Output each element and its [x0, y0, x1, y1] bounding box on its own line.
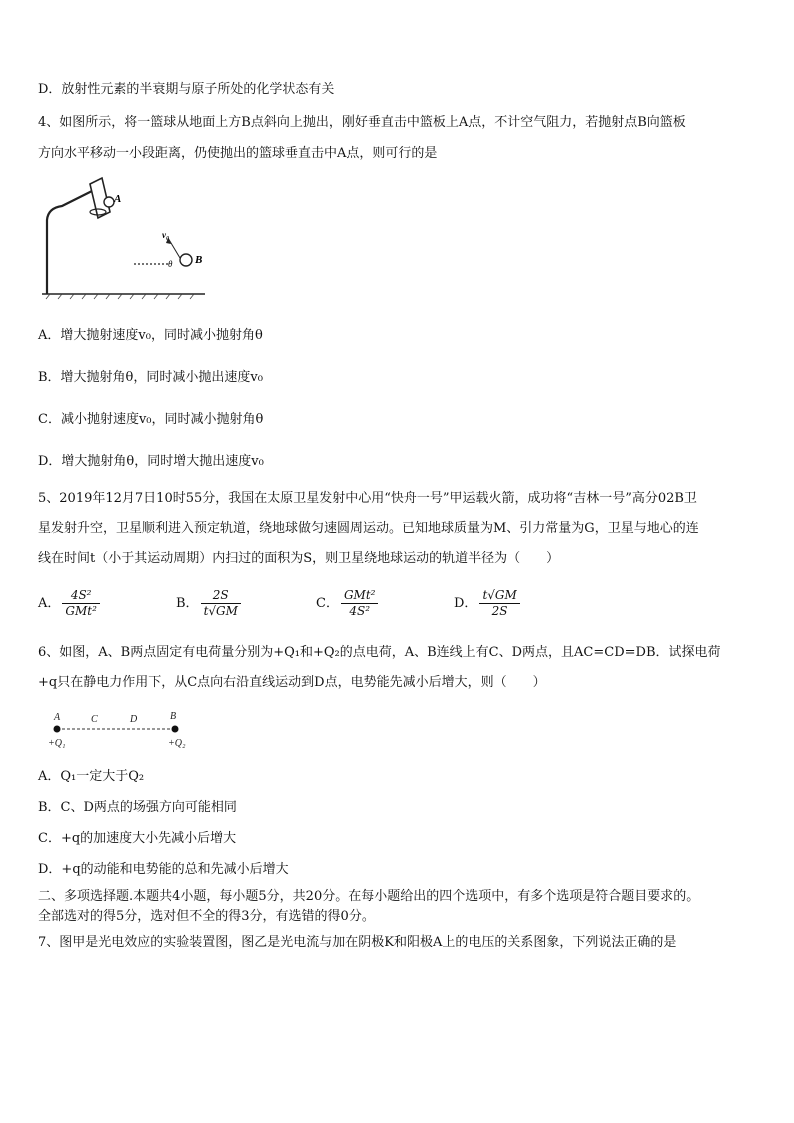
section2-heading-line2: 全部选对的得5分，选对但不全的得3分，有选错的得0分。: [38, 909, 375, 924]
q4-stem-line1: 4、如图所示，将一篮球从地面上方B点斜向上抛出，刚好垂直击中篮板上A点，不计空气阻力，若抛射点B向篮板: [38, 115, 686, 130]
q7-stem-line1: 7、图甲是光电效应的实验装置图，图乙是光电流与加在阴极K和阳极A上的电压的关系图象，下列说法正确的是: [38, 935, 677, 950]
label-c: C: [91, 714, 98, 725]
label-v0: v₀: [162, 230, 170, 240]
label-q1: +Q₁: [48, 738, 66, 749]
q6-option-b: B．C、D两点的场强方向可能相同: [38, 800, 237, 815]
q5-option-c: C． $\frac{\text{GMt²}}{\text{4S²}}$: [316, 588, 380, 619]
section2-heading-line1: 二、多项选择题.本题共4小题，每小题5分，共20分。在每小题给出的四个选项中，有多个选项是符合题目要求的。: [38, 889, 700, 904]
charge-b: [172, 726, 179, 733]
label-a: A: [114, 193, 122, 205]
hoop-pole: [47, 188, 98, 294]
label-d: D: [130, 714, 138, 725]
q4-option-d: D．增大抛射角θ，同时增大抛出速度v₀: [38, 454, 264, 469]
q6-option-d: D．+q的动能和电势能的总和先减小后增大: [38, 862, 289, 877]
label-a: A: [54, 712, 61, 723]
q5-option-d: D． $\frac{t√GM}{2S}$: [454, 588, 522, 619]
q6-option-a: A．Q₁一定大于Q₂: [38, 769, 145, 784]
q6-stem-line1: 6、如图，A、B两点固定有电荷量分别为+Q₁和+Q₂的点电荷，A、B连线上有C、D两点，且AC=CD=DB．试探电荷: [38, 645, 721, 660]
q4-stem-line2: 方向水平移动一小段距离，仍使抛出的篮球垂直击中A点，则可行的是: [38, 146, 438, 161]
q6-stem-line2: +q只在静电力作用下，从C点向右沿直线运动到D点，电势能先减小后增大，则（ ）: [38, 675, 546, 690]
q6-charge-figure: [46, 708, 196, 752]
q4-option-b: B．增大抛射角θ，同时减小抛出速度v₀: [38, 370, 263, 385]
charge-a: [54, 726, 61, 733]
q5-stem-line1: 5、2019年12月7日10时55分，我国在太原卫星发射中心用“快舟一号”甲运载火箭，成功将“吉林一号”高分02B卫: [38, 491, 697, 506]
prev-option-d: D．放射性元素的半衰期与原子所处的化学状态有关: [38, 82, 335, 97]
label-b: B: [195, 254, 203, 266]
label-theta: θ: [168, 259, 173, 269]
q5-stem-line2: 星发射升空，卫星顺利进入预定轨道，绕地球做匀速圆周运动。已知地球质量为M、引力常量为G，卫星与地心的连: [38, 521, 699, 536]
q4-option-c: C．减小抛射速度v₀，同时减小抛射角θ: [38, 412, 264, 427]
ball-at-a: [104, 197, 114, 207]
velocity-arrow: [168, 238, 180, 258]
q5-option-a: A． $\frac{\text{4S²}}{\text{GMt²}}$: [38, 588, 102, 619]
q4-basketball-figure: [40, 172, 210, 302]
q5-option-b: B． $\frac{2S}{t√GM}$: [176, 588, 243, 619]
ball-at-b: [180, 254, 192, 266]
q6-option-c: C．+q的加速度大小先减小后增大: [38, 831, 237, 846]
label-q2: +Q₂: [168, 738, 186, 749]
q5-stem-line3: 线在时间t（小于其运动周期）内扫过的面积为S，则卫星绕地球运动的轨道半径为（ ）: [38, 551, 560, 566]
label-b: B: [170, 711, 177, 722]
q4-option-a: A．增大抛射速度v₀，同时减小抛射角θ: [38, 328, 263, 343]
